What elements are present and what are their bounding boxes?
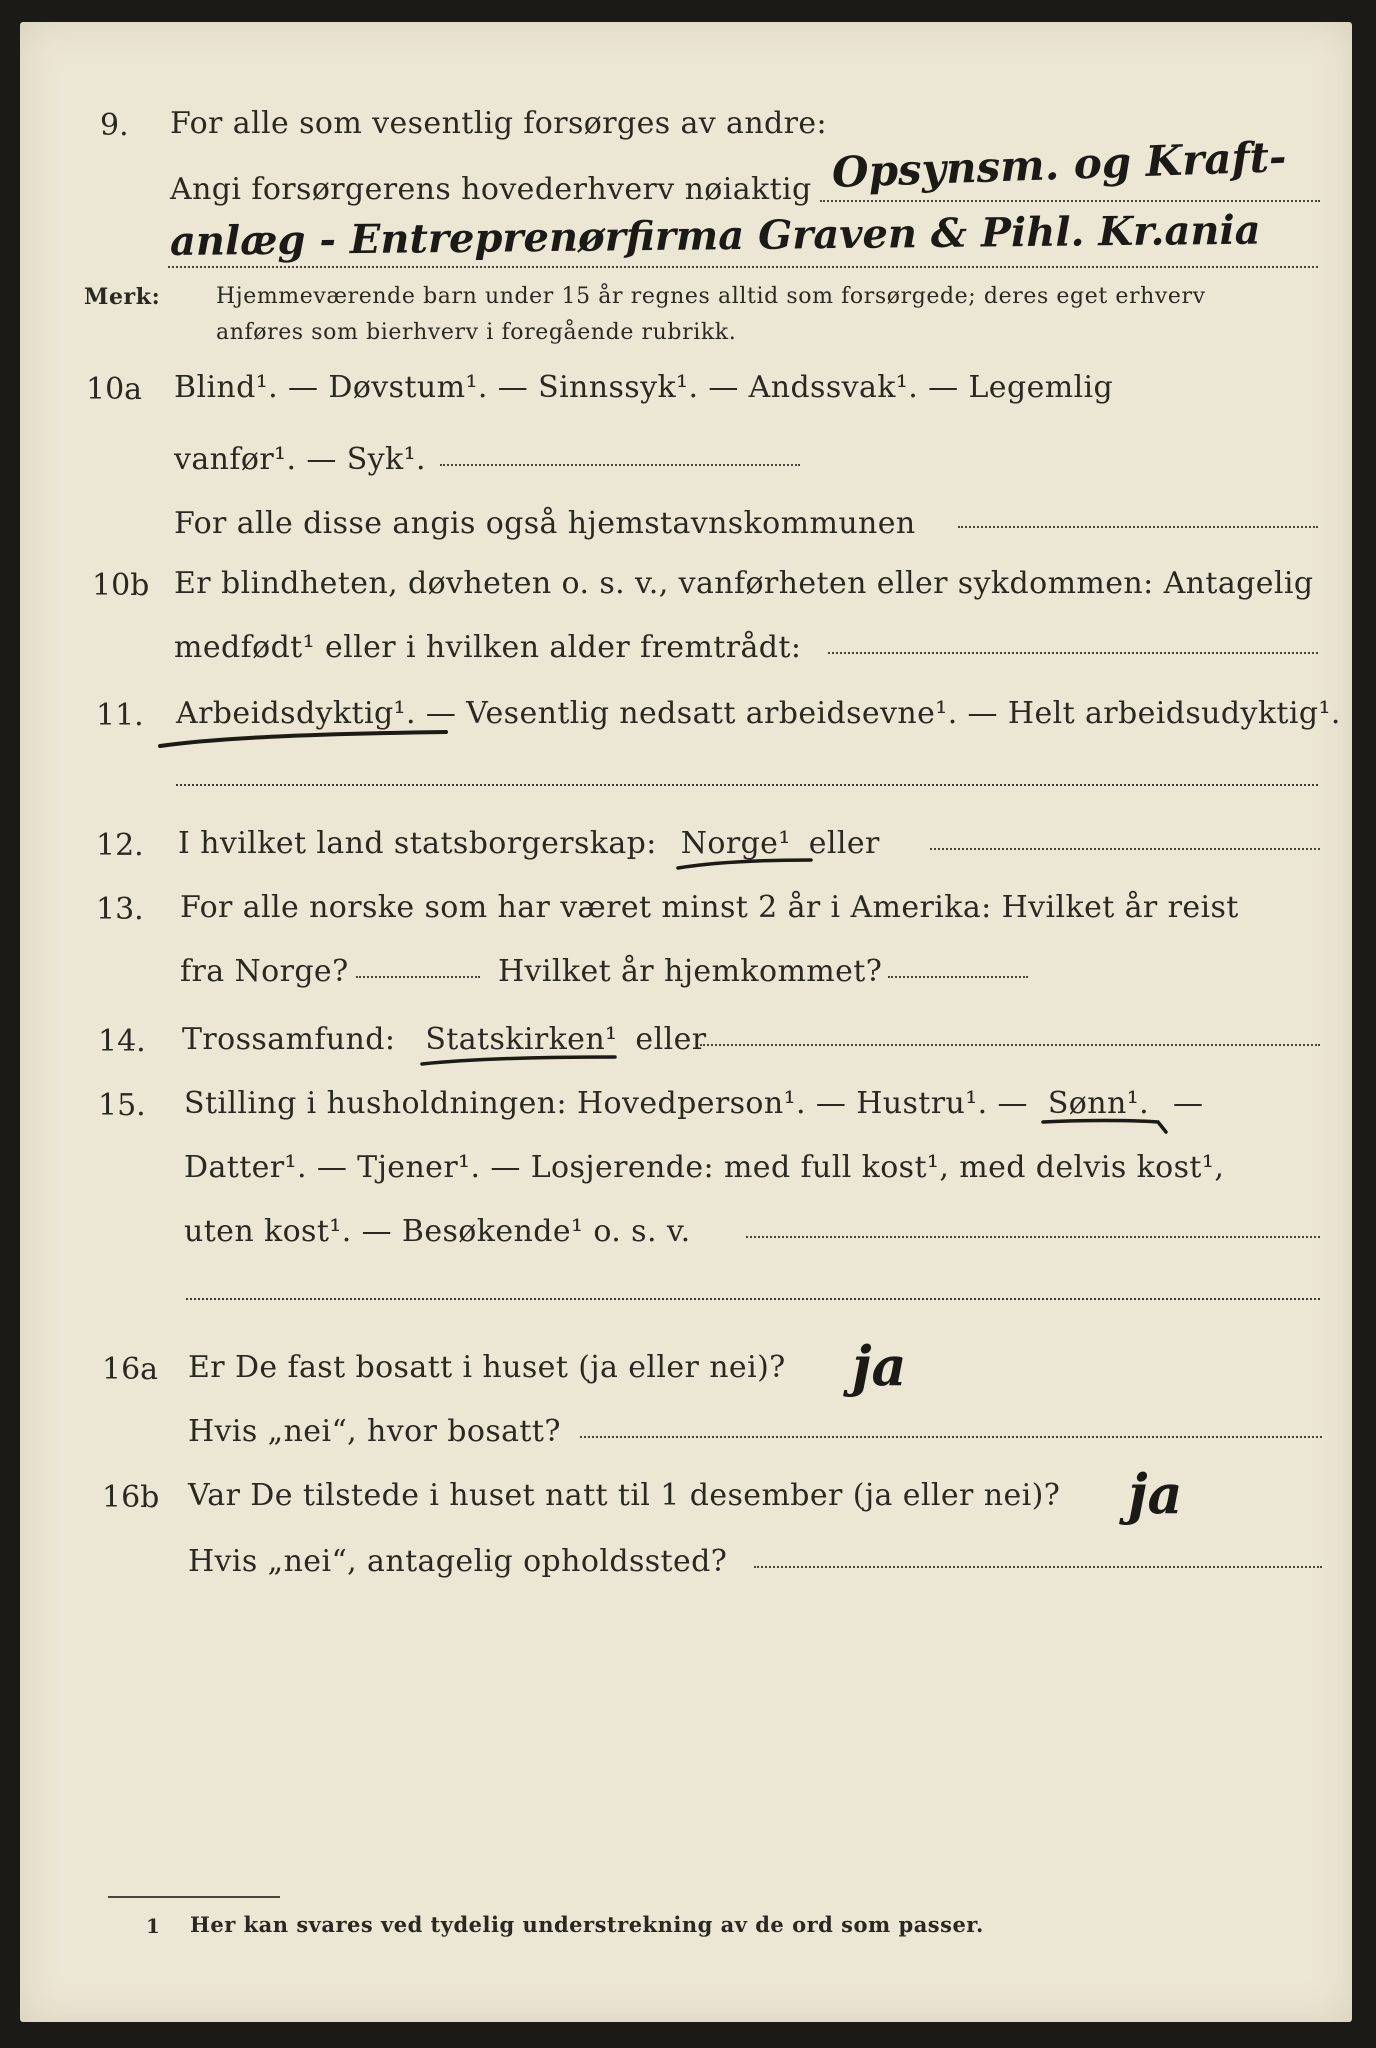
q12-norge-underline <box>675 854 815 874</box>
q15-line2: Datter¹. — Tjener¹. — Losjerende: med full kost¹, med delvis kost¹, <box>184 1150 1225 1185</box>
q13-line2a: fra Norge? <box>180 954 349 989</box>
footnote-mark: 1 <box>146 1914 161 1938</box>
q12-text <box>178 826 880 861</box>
merk-label: Merk: <box>84 284 161 310</box>
q15-number: 15. <box>98 1088 146 1123</box>
q10b-number: 10b <box>92 568 150 603</box>
q9-answer-line2-dots <box>168 266 1318 268</box>
q14-number: 14. <box>98 1024 146 1059</box>
q15-blank-line <box>186 1298 1320 1300</box>
q13-line1: For alle norske som har været minst 2 år i Amerika: Hvilket år reist <box>180 890 1239 925</box>
q12-number: 12. <box>96 828 144 863</box>
q15-sonn-text: Sønn¹. <box>1047 1086 1150 1121</box>
q12-suffix: eller <box>808 826 880 861</box>
q15-dots <box>746 1236 1320 1238</box>
q15-line1c: — <box>1173 1086 1204 1121</box>
q9-handwritten-answer2: anlæg - Entreprenørfirma Graven & Pihl. Kr.ania <box>169 206 1261 265</box>
q13-line2b: Hvilket år hjemkommet? <box>498 954 883 989</box>
footnote-rule <box>108 1896 280 1898</box>
merk-line1: Hjemmeværende barn under 15 år regnes alltid som forsørgede; deres eget erhverv <box>216 284 1206 309</box>
q9-number: 9. <box>100 108 129 143</box>
q16b-dots <box>754 1566 1322 1568</box>
q10a-line3: For alle disse angis også hjemstavnskommunen <box>174 506 916 541</box>
q12-prefix: I hvilket land statsborgerskap: <box>178 826 657 861</box>
q12-dots <box>930 848 1320 850</box>
q10b-line2: medfødt¹ eller i hvilken alder fremtrådt: <box>174 630 802 665</box>
q10b-line1: Er blindheten, døvheten o. s. v., vanførheten eller sykdommen: Antagelig <box>174 566 1314 601</box>
q15-line1 <box>184 1086 1203 1121</box>
q9-handwritten-answer1: Opsynsm. og Kraft- <box>831 132 1288 197</box>
q10a-kommune-dots <box>958 526 1318 528</box>
q16a-handwritten-answer: ja <box>852 1334 907 1398</box>
q11-arbeidsdyktig-underline <box>156 724 456 754</box>
q14-statskirken-underline <box>419 1050 619 1070</box>
q16a-dots <box>580 1436 1322 1438</box>
q10a-line2: vanfør¹. — Syk¹. <box>174 442 426 477</box>
q11-number: 11. <box>96 698 144 733</box>
q16a-line1: Er De fast bosatt i huset (ja eller nei)? <box>188 1350 786 1385</box>
q10a-syk-dots <box>440 464 800 466</box>
q16a-line2: Hvis „nei“, hvor bosatt? <box>188 1414 561 1449</box>
census-form-page <box>20 22 1352 2022</box>
q15-choice-sonn <box>1048 1086 1159 1121</box>
q14-prefix: Trossamfund: <box>182 1022 396 1057</box>
footnote-text: Her kan svares ved tydelig understrekning av de ord som passer. <box>190 1912 984 1937</box>
q15-sonn-underline <box>1040 1112 1170 1138</box>
q16b-handwritten-answer: ja <box>1128 1462 1183 1526</box>
q11-blank-line <box>176 784 1318 786</box>
merk-line2: anføres som bierhverv i foregående rubrikk. <box>216 320 737 345</box>
q10b-dots <box>828 652 1318 654</box>
q16b-number: 16b <box>102 1480 160 1515</box>
q9-answer-line1-dots <box>820 200 1320 202</box>
q13-hjemkommet-dots <box>888 976 1028 978</box>
q15-line3: uten kost¹. — Besøkende¹ o. s. v. <box>184 1214 691 1249</box>
q12-choice-text: Norge¹ <box>680 826 791 861</box>
q14-choice-statskirken <box>425 1022 627 1057</box>
q13-number: 13. <box>96 892 144 927</box>
q16a-number: 16a <box>102 1352 159 1387</box>
q14-choice-text: Statskirken¹ <box>425 1022 618 1057</box>
q13-reist-dots <box>356 976 480 978</box>
q14-text <box>182 1022 706 1057</box>
q10a-number: 10a <box>86 372 143 407</box>
q14-dots <box>700 1044 1320 1046</box>
q16b-line2: Hvis „nei“, antagelig opholdssted? <box>188 1544 728 1579</box>
q16b-line1: Var De tilstede i huset natt til 1 desember (ja eller nei)? <box>188 1478 1061 1513</box>
q9-line1: For alle som vesentlig forsørges av andre: <box>170 106 828 141</box>
q12-choice-norge <box>681 826 801 861</box>
q9-line2: Angi forsørgerens hovederhverv nøiaktig <box>170 172 812 207</box>
q10a-line1: Blind¹. — Døvstum¹. — Sinnssyk¹. — Andssvak¹. — Legemlig <box>174 370 1114 405</box>
q14-suffix: eller <box>635 1022 707 1057</box>
q15-line1a: Stilling i husholdningen: Hovedperson¹. — Hustru¹. — <box>184 1086 1028 1121</box>
q11-line1: Arbeidsdyktig¹. — Vesentlig nedsatt arbeidsevne¹. — Helt arbeidsudyktig¹. <box>176 696 1341 731</box>
